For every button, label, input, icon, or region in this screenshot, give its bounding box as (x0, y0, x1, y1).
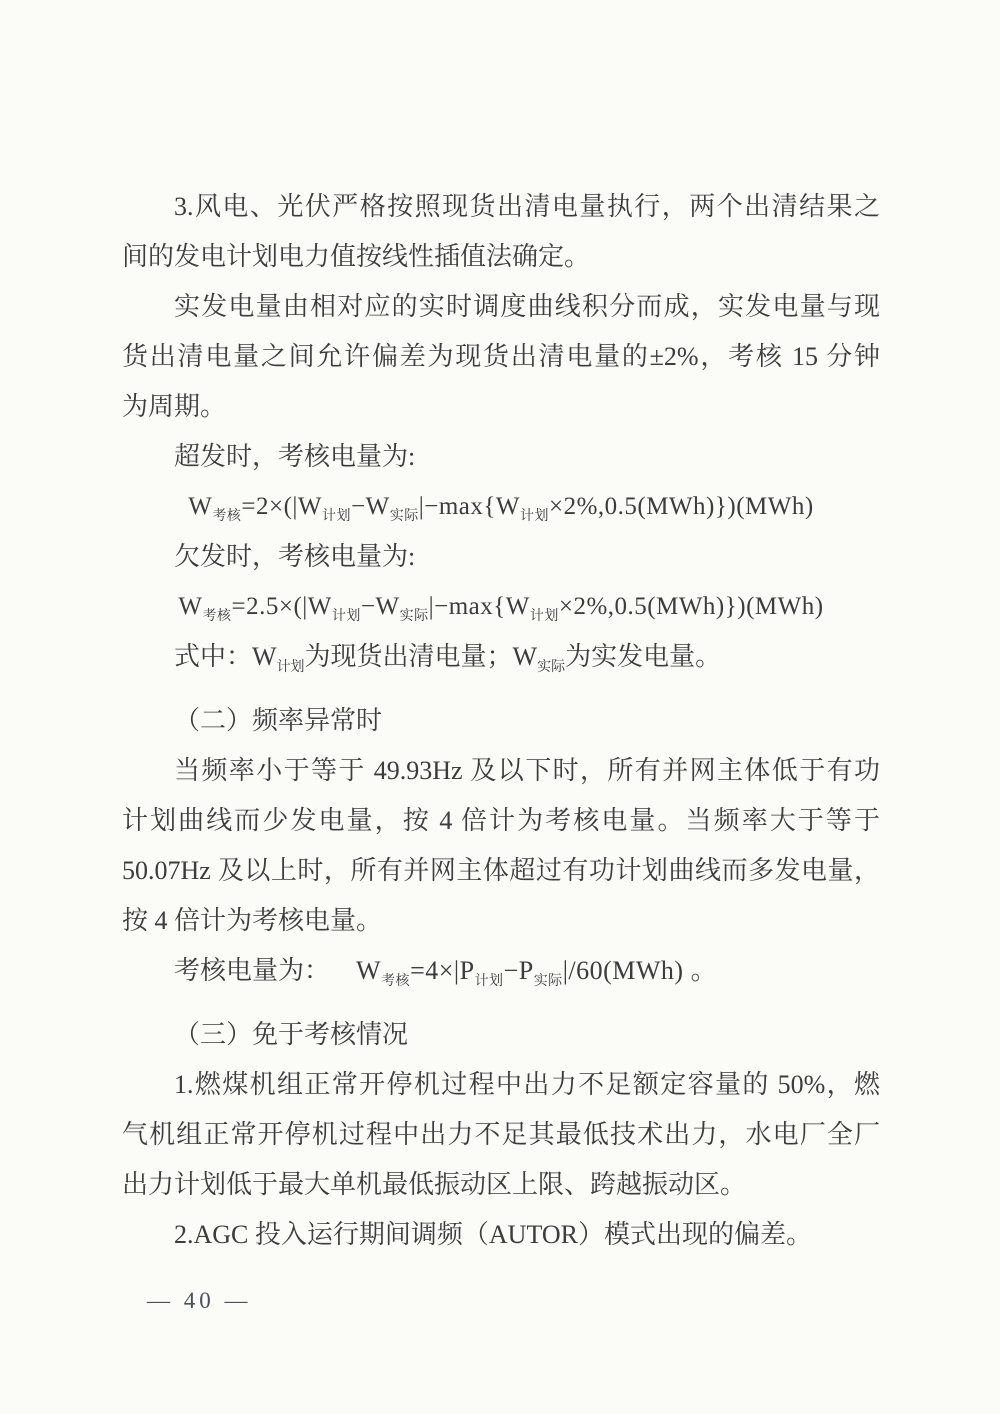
formula-subscript-shiji: 实际 (389, 509, 419, 524)
legend-text: 为实发电量。 (565, 642, 722, 671)
formula-tail: |/60(MWh) 。 (562, 956, 718, 985)
paragraph-frequency-line1: 当频率小于等于 49.93Hz 及以下时，所有并网主体低于有功 (174, 756, 880, 785)
page-number: — 40 — (147, 1288, 252, 1313)
formula-subscript-kaohe: 考核 (202, 609, 232, 624)
formula-tail: ×2%,0.5(MWh)})(MWh) (558, 593, 824, 620)
formula-operator: =2×(|W (241, 493, 323, 520)
paragraph-frequency-line2: 计划曲线而少发电量，按 4 倍计为考核电量。当频率大于等于 (122, 806, 880, 835)
section-heading-exemption: （三）免于考核情况 (174, 1020, 409, 1049)
formula-operator: =4×|P (410, 956, 475, 985)
formula-subscript-shiji: 实际 (533, 974, 563, 989)
label-overgeneration: 超发时，考核电量为: (174, 442, 416, 471)
formula-operator: −W (351, 493, 390, 520)
paragraph-actual-energy-line3: 为周期。 (122, 392, 227, 421)
formula-var-w: W (188, 493, 213, 520)
formula-operator: |−max{W (418, 493, 520, 520)
formula-operator: −W (360, 593, 400, 620)
formula-subscript-jihua: 计划 (276, 660, 305, 675)
paragraph-frequency-line3: 50.07Hz 及以上时，所有并网主体超过有功计划曲线而多发电量， (122, 856, 880, 885)
formula-var-w: W (178, 593, 203, 620)
formula-subscript-shiji: 实际 (537, 660, 566, 675)
label-undergeneration: 欠发时，考核电量为: (174, 542, 416, 571)
formula-operator: =2.5×(|W (231, 593, 332, 620)
formula-operator: |−max{W (428, 593, 530, 620)
formula-frequency (356, 956, 718, 989)
formula-subscript-jihua: 计划 (331, 609, 361, 624)
formula-subscript-jihua: 计划 (519, 509, 549, 524)
paragraph-actual-energy-line2: 货出清电量之间允许偏差为现货出清电量的±2%，考核 15 分钟 (122, 342, 880, 371)
formula-legend (122, 632, 880, 682)
formula-var-w: W (356, 956, 382, 985)
paragraph-wind-solar-line1: 3.风电、光伏严格按照现货出清电量执行，两个出清结果之 (174, 192, 880, 221)
paragraph-exemption1-line2: 气机组正常开停机过程中出力不足其最低技术出力，水电厂全厂 (122, 1120, 880, 1149)
section-heading-frequency-abnormal: （二）频率异常时 (174, 706, 383, 735)
label-assessment: 考核电量为： (174, 956, 331, 985)
paragraph-exemption1-line3: 出力计划低于最大单机最低振动区上限、跨越振动区。 (122, 1170, 747, 1199)
paragraph-exemption1-line1: 1.燃煤机组正常开停机过程中出力不足额定容量的 50%，燃 (174, 1070, 880, 1099)
formula-undergeneration (122, 582, 880, 632)
formula-subscript-kaohe: 考核 (212, 509, 242, 524)
paragraph-frequency-line4: 按 4 倍计为考核电量。 (122, 906, 383, 935)
paragraph-actual-energy-line1: 实发电量由相对应的实时调度曲线积分而成，实发电量与现 (174, 292, 880, 321)
paragraph-wind-solar-line2: 间的发电计划电力值按线性插值法确定。 (122, 242, 591, 271)
document-body (122, 182, 880, 1260)
formula-subscript-jihua: 计划 (529, 609, 559, 624)
formula-operator: −P (503, 956, 534, 985)
formula-subscript-kaohe: 考核 (381, 974, 411, 989)
legend-text: 为现货出清电量；W (304, 642, 538, 671)
paragraph-exemption2: 2.AGC 投入运行期间调频（AUTOR）模式出现的偏差。 (174, 1220, 812, 1249)
legend-text: 式中：W (174, 642, 277, 671)
formula-frequency-line (122, 946, 880, 996)
formula-tail: ×2%,0.5(MWh)})(MWh) (548, 493, 814, 520)
formula-subscript-shiji: 实际 (399, 609, 429, 624)
formula-subscript-jihua: 计划 (322, 509, 352, 524)
formula-subscript-jihua: 计划 (474, 974, 504, 989)
formula-overgeneration (122, 482, 880, 532)
